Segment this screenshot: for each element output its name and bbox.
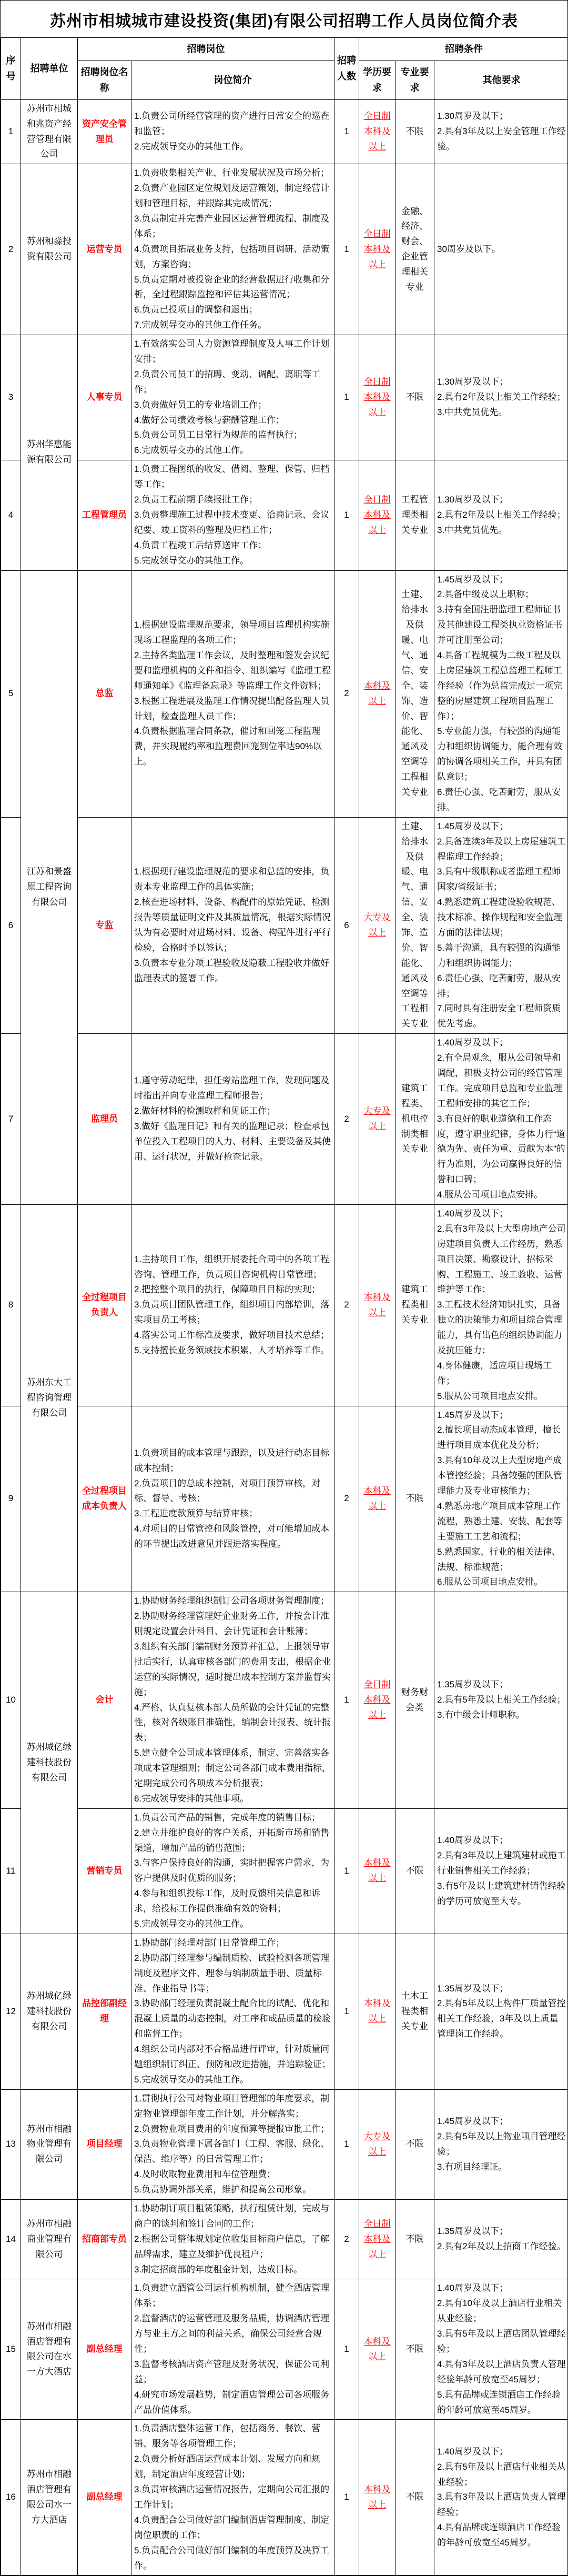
- major-cell: 土建、给排水及供暖、电气、通信、安全、装饰、造价、智能化、通风及空调等工程相关专业: [395, 817, 434, 1033]
- education-cell: 全日制本科及以上: [359, 2200, 395, 2279]
- duties-cell: 1.贯彻执行公司对物业项目管理部的年度要求，制定物业管理部年度工作计划，并分解落实； 2.负责物业项目费用的年度预算等提报审批工作； 3.负责物业管理下属各部门（工程、客服、绿化、保洁、维序等）的日常管理工作； 4.及时收取物业费用和车位管理费； 5.负责协调外部关系，维护和提高公司形象。: [131, 2089, 334, 2199]
- unit-cell: 江苏和景盛原工程咨询有限公司: [21, 570, 78, 1205]
- unit-cell: 苏州和淼投资有限公司: [21, 164, 78, 335]
- education-cell: 本科及以上: [359, 1406, 395, 1592]
- table-row: [1, 335, 568, 460]
- other-requirements-cell: 30周岁及以下。: [434, 164, 568, 335]
- unit-cell: 苏州市相城和兆资产经营管理有限公司: [21, 99, 78, 164]
- count-cell: 1: [334, 1934, 359, 2089]
- position-cell: 监理员: [78, 1034, 131, 1205]
- count-cell: 1: [334, 2420, 359, 2575]
- education-cell: 大专及以上: [359, 1034, 395, 1205]
- duties-cell: 1.遵守劳动纪律，担任旁站监理工作，发现问题及时指出并向专业监理工程师报告； 2.做好材料的检测取样和见证工作； 3.做好《监理日记》和有关的监理记录；检查承包单位投入工程项目的人力、材料、主要设备及其使用、运行状况，并做好检查记录。: [131, 1034, 334, 1205]
- other-requirements-cell: 1.40周岁及以下； 2.具有5年及以上酒店行业相关从业经验； 3.具有3年及以上酒店负责人管理经验； 4.具有品牌或连锁酒店工作经验的年龄可放宽至45周岁。: [434, 2420, 568, 2575]
- other-requirements-cell: 1.35周岁及以下； 2.具有5年及以上相关工作经验； 3.有中级会计师职称。: [434, 1592, 568, 1808]
- count-cell: 6: [334, 817, 359, 1033]
- education-cell: 本科及以上: [359, 570, 395, 817]
- other-requirements-cell: 1.35周岁及以下； 2.具有5年及以上构件厂质量管控相关工作经验，3年及以上质量管理岗工作经验。: [434, 1934, 568, 2089]
- position-cell: 副总经理: [78, 2279, 131, 2420]
- header-position-desc: 岗位简介: [131, 61, 334, 99]
- recruitment-table: [1, 37, 568, 2575]
- major-cell: 不限: [395, 99, 434, 164]
- unit-cell: 苏州市相融商业管理有限公司: [21, 2200, 78, 2279]
- table-row: [1, 1592, 568, 1808]
- table-row: [1, 99, 568, 164]
- header-group-position: 招聘岗位: [78, 38, 334, 61]
- position-cell: 全过程项目负责人: [78, 1205, 131, 1406]
- unit-cell: 苏州市相融物业管理有限公司: [21, 2089, 78, 2199]
- table-row: [1, 1406, 568, 1592]
- seq-cell: 1: [1, 99, 21, 164]
- other-requirements-cell: 1.30周岁及以下； 2.具有2年及以上相关工作经验； 3.中共党员优先。: [434, 335, 568, 460]
- count-cell: 2: [334, 1034, 359, 1205]
- major-cell: 不限: [395, 335, 434, 460]
- seq-cell: 9: [1, 1406, 21, 1592]
- seq-cell: 2: [1, 164, 21, 335]
- table-row: [1, 2279, 568, 2420]
- education-cell: 全日制本科及以上: [359, 1592, 395, 1808]
- duties-cell: 1.协助财务经理组织制订公司各项财务管理制度； 2.协助财务经理管理好企业财务工作，并按会计准则规定设置会计科目、会计凭证和会计账簿； 3.组织有关部门编制财务预算并汇总，上报领导审批后实行，认真审核各部门的费用支出，根据企业运营的实际情况，适时提出成本控制方案并监督实施； 4.严格、认真复核本部人员所做的会计凭证的完整性，核对各级账目准确性，编制会计报表、统计报表； 5.建立健全公司成本管理体系，制定、完善落实各项成本管理细则；制定公司各部门成本费用指标，定期完成公司各项成本分析报表； 6.完成领导安排的其他事项。: [131, 1592, 334, 1808]
- education-cell: 大专及以上: [359, 817, 395, 1033]
- header-unit: 招聘单位: [21, 38, 78, 100]
- education-cell: 全日制本科及以上: [359, 164, 395, 335]
- position-cell: 总监: [78, 570, 131, 817]
- position-cell: 全过程项目成本负责人: [78, 1406, 131, 1592]
- education-cell: 全日制本科及以上: [359, 99, 395, 164]
- unit-cell: 苏州市相融酒店管理有限公司在水一方大酒店: [21, 2279, 78, 2420]
- education-cell: 本科及以上: [359, 1808, 395, 1934]
- education-cell: 全日制本科及以上: [359, 335, 395, 460]
- unit-cell: 苏州城亿绿建科技股份有限公司: [21, 1592, 78, 1934]
- position-cell: 副总经理: [78, 2420, 131, 2575]
- seq-cell: 8: [1, 1205, 21, 1406]
- seq-cell: 14: [1, 2200, 21, 2279]
- count-cell: 1: [334, 335, 359, 460]
- other-requirements-cell: 1.40周岁及以下； 2.具有3年及以上大型房地产公司房建项目负责人工作经历，熟悉项目决策、勘察设计、招标采购、工程施工、竣工验收、运营维护等工作； 3.工程技术经济知识扎实，具备独立的决策能力和项目综合管理能力，具有出色的组织协调能力及抗压能力； 4.身体健康，适应项目现场工作； 5.服从公司项目地点安排。: [434, 1205, 568, 1406]
- count-cell: 1: [334, 460, 359, 570]
- seq-cell: 6: [1, 817, 21, 1033]
- unit-cell: 苏州华惠能源有限公司: [21, 335, 78, 570]
- duties-cell: 1.负责酒店整体运营工作，包括商务、餐饮、营销、服务等各项管理工作； 2.负责分析好酒店运营成本计划、发展方向和规划，制定酒店年度经营计划； 3.负责审核酒店运营情况报告，定期向公司汇报的工作计划； 4.负责配合公司做好部门编制酒店管理制度、制定岗位职责的工作； 5.负责配合公司做好部门编制的年度预算及决算工作。: [131, 2420, 334, 2575]
- unit-cell: 苏州东大工程咨询管理有限公司: [21, 1205, 78, 1592]
- table-body: [1, 99, 568, 2575]
- count-cell: 1: [334, 99, 359, 164]
- count-cell: 2: [334, 2200, 359, 2279]
- duties-cell: 1.负责建立酒管公司运行机构机制，健全酒店管理体系； 2.监督酒店的运营管理及服务品质，协调酒店管理方与业主方之间的利益关系，确保公司经营合规性； 3.监督考核酒店资产管理及财务状况，保证公司利益； 4.研究市场发展趋势，制定酒店管理公司各项服务产品价值体系。: [131, 2279, 334, 2420]
- major-cell: 不限: [395, 1808, 434, 1934]
- major-cell: 土建、给排水及供暖、电气、通信、安全、装饰、造价、智能化、通风及空调等工程相关专业: [395, 570, 434, 817]
- table-row: [1, 1808, 568, 1934]
- major-cell: 建筑工程类相关专业: [395, 1205, 434, 1406]
- major-cell: 不限: [395, 1406, 434, 1592]
- major-cell: 财务财会类: [395, 1592, 434, 1808]
- duties-cell: 1.负责项目的成本管理与跟踪，以及进行动态目标成本控制； 2.负责项目的总成本控制，对项目预算审核，对标、督导、考核； 3.工程进度款预算与结算审核； 4.对项目的日常管控和风险管控，对可能增加成本的环节提出改进意见并跟进落实程度。: [131, 1406, 334, 1592]
- education-cell: 本科及以上: [359, 2279, 395, 2420]
- major-cell: 建筑工程类、机电控制类相关专业: [395, 1034, 434, 1205]
- position-cell: 品控部副经理: [78, 1934, 131, 2089]
- major-cell: 不限: [395, 2279, 434, 2420]
- count-cell: 2: [334, 1205, 359, 1406]
- duties-cell: 1.协助制订项目租赁策略，执行租赁计划，完成与商户的谈判和签订合同的工作； 2.根据公司整体规划定位收集目标商户信息，了解品牌需求，建立及维护优良租户； 3.制定招商部的年度租金计划，达成目标。: [131, 2200, 334, 2279]
- count-cell: 2: [334, 570, 359, 817]
- position-cell: 营销专员: [78, 1808, 131, 1934]
- major-cell: 不限: [395, 2089, 434, 2199]
- unit-cell: 苏州城亿绿建科技股份有限公司: [21, 1934, 78, 2089]
- unit-cell: 苏州市相融酒店管理有限公司水一方大酒店: [21, 2420, 78, 2575]
- position-cell: 项目经理: [78, 2089, 131, 2199]
- table-row: [1, 2089, 568, 2199]
- seq-cell: 11: [1, 1808, 21, 1934]
- position-cell: 运营专员: [78, 164, 131, 335]
- count-cell: 1: [334, 1592, 359, 1808]
- major-cell: 不限: [395, 2200, 434, 2279]
- major-cell: 金融、经济、财会、企业管理相关专业: [395, 164, 434, 335]
- table-row: [1, 2200, 568, 2279]
- seq-cell: 12: [1, 1934, 21, 2089]
- table-row: [1, 570, 568, 817]
- seq-cell: 4: [1, 460, 21, 570]
- count-cell: 1: [334, 164, 359, 335]
- other-requirements-cell: 1.35周岁及以下； 2.具有2年及以上招商工作经验。: [434, 2200, 568, 2279]
- other-requirements-cell: 1.40周岁及以下； 2.具有3年及以上建筑建材或施工行业销售相关工作经验； 3.有5年及以上建筑建材销售经验的学历可放宽至大专。: [434, 1808, 568, 1934]
- seq-cell: 7: [1, 1034, 21, 1205]
- table-row: [1, 164, 568, 335]
- header-position-name: 招聘岗位名称: [78, 61, 131, 99]
- seq-cell: 10: [1, 1592, 21, 1808]
- duties-cell: 1.负责收集相关产业、行业发展状况及市场分析； 2.负责产业园区定位规划及运营策划，制定经营计划和管理目标，并跟踪其完成情况； 3.负责制定并完善产业园区运营管理流程、制度及体系； 4.负责项目拓展业务支持，包括项目调研、活动策划，方案咨询； 5.负责定期对被投资企业的经营数据进行收集和分析，全过程跟踪监控和评估其运营情况； 6.负责已投项目的调整和退出； 7.完成领导交办的其他工作任务。: [131, 164, 334, 335]
- position-cell: 工程管理员: [78, 460, 131, 570]
- count-cell: 1: [334, 2279, 359, 2420]
- duties-cell: 1.主持项目工作，组织开展委托合同中的各项工程咨询、管理工作，负责项目咨询机构日常管理； 2.把控整个项目的执行，保障项目目标的实现； 3.负责项目团队管理工作，组织项目内部培训，落实项目员工考核； 4.落实公司工作标准及要求，做好项目技术总结； 5.支持擅长业务领域技术积累、人才培养等工作。: [131, 1205, 334, 1406]
- education-cell: 本科及以上: [359, 2420, 395, 2575]
- duties-cell: 1.负责工程图纸的收发、借阅、整理、保管、归档等工作； 2.负责工程前期手续报批工作； 3.负责整理施工过程中技术变更、洽商记录、会议纪要、竣工资料的整理及归档工作； 4.负责工程竣工后结算送审工作； 5.完成领导交办的其他工作。: [131, 460, 334, 570]
- seq-cell: 3: [1, 335, 21, 460]
- table-row: [1, 2420, 568, 2575]
- education-cell: 本科及以上: [359, 1205, 395, 1406]
- count-cell: 1: [334, 2089, 359, 2199]
- header-major: 专业要求: [395, 61, 434, 99]
- other-requirements-cell: 1.45周岁及以下； 2.具备中级及以上职称； 3.持有全国注册监理工程师证书及其他建设工程类执业资格证书并可注册至公司； 4.具备工程规模为二级工程及以上房屋建筑工程总监理工程师工作经验（作为总监完成过一项完整的房屋建筑工程项目监理工作）； 5.专业能力强，有较强的沟通能力和组织协调能力，能合理有效的协调各项相关工作，并具有团队意识； 6.责任心强、吃苦耐劳，服从安排。: [434, 570, 568, 817]
- header-other: 其他要求: [434, 61, 568, 99]
- position-cell: 专监: [78, 817, 131, 1033]
- count-cell: 2: [334, 1406, 359, 1592]
- duties-cell: 1.负责公司产品的销售，完成年度的销售目标； 2.建立并维护良好的客户关系，开拓新市场和销售渠道，增加产品的销售范围； 3.与客户保持良好的沟通，实时把握客户需求，为客户提供及时优质的服务； 4.参与和组织投标工作，及时反馈相关信息和诉求，给投标工作提供准确有效的资料； 5.完成领导交办的其他工作。: [131, 1808, 334, 1934]
- major-cell: 工程管理类相关专业: [395, 460, 434, 570]
- duties-cell: 1.协助部门经理对部门日常管理工作； 2.协助部门经理参与编制质检、试验检测各项管理制度及程序文件、理参与编制质量手册、质量标准、作业指导书等； 3.协助部门经理负责混凝土配合比的试配、优化和混凝土质量的动态控制，对工序和成品质量的检验和监督工作； 4.组织公司内部对不合格品进行评审，针对质量问题组织制订纠正、预防和改进措施，并追踪验证； 5.完成领导交办的其他工作。: [131, 1934, 334, 2089]
- header-education: 学历要求: [359, 61, 395, 99]
- other-requirements-cell: 1.30周岁及以下； 2.具有3年及以上安全管理工作经验。: [434, 99, 568, 164]
- table-row: [1, 1205, 568, 1406]
- education-cell: 大专及以上: [359, 2089, 395, 2199]
- major-cell: 不限: [395, 2420, 434, 2575]
- seq-cell: 15: [1, 2279, 21, 2420]
- header-no: 序号: [1, 38, 21, 100]
- other-requirements-cell: 1.45周岁及以下； 2.具有5年及以上物业项目管理经验； 3.有项目经理证。: [434, 2089, 568, 2199]
- education-cell: 本科及以上: [359, 1934, 395, 2089]
- seq-cell: 13: [1, 2089, 21, 2199]
- header-group-conditions: 招聘条件: [359, 38, 568, 61]
- education-cell: 全日制本科及以上: [359, 460, 395, 570]
- page-title: 苏州市相城城市建设投资(集团)有限公司招聘工作人员岗位简介表: [1, 1, 567, 37]
- other-requirements-cell: 1.40周岁及以下； 2.具有10年及以上酒店行业相关从业经验； 3.具有5年及以上酒店团队管理经验； 4.具有3年及以上酒店负责人管理经验年龄可放宽至45周岁； 5.具有品牌或连锁酒店工作经验的年龄可放宽至45周岁。: [434, 2279, 568, 2420]
- other-requirements-cell: 1.45周岁及以下； 2.擅长项目动态成本管理，擅长进行项目成本优化及分析； 3.具有10年及以上大型房地产成本管控经验；具备较强的团队管理能力及专业审核能力； 4.熟悉房地产项目成本管理工作流程，熟悉土建、安装、配套等主要施工工艺和流程； 5.熟悉国家、行业的相关法律、法规、标准规范； 6.服从公司项目地点安排。: [434, 1406, 568, 1592]
- duties-cell: 1.根据建设监理规范要求，领导项目监理机构实施现场工程监理的各项工作； 2.主持各类监理工作会议，及时整理和签发会议纪要和监理机构的文件和指令、组织编写《监理工程师通知单》《监理备忘录》等监理工作文件资料； 3.根据工程进展及监理工作情况提出配备监理人员计划，检查监理人员工作； 4.负责根据监理合同条款，催讨和回笼工程监理费，并实现履约率和监理费回笼到位率达90%以上。: [131, 570, 334, 817]
- table-header: [1, 38, 568, 100]
- position-cell: 会计: [78, 1592, 131, 1808]
- table-row: [1, 460, 568, 570]
- duties-cell: 1.负责公司所经营管理的资产进行日常安全的巡查和监管； 2.完成领导交办的其他工作。: [131, 99, 334, 164]
- header-count: 招聘人数: [334, 38, 359, 100]
- table-row: [1, 1934, 568, 2089]
- other-requirements-cell: 1.45周岁及以下； 2.具备连续3年及以上房屋建筑工程监理工作经验； 3.具有中级职称或者监理工程师国家/省级证书； 4.熟悉建筑工程建设验收规范、技术标准、操作规程和安全监理方面的法律法规； 5.善于沟通，具有较强的沟通能力和组织协调能力； 6.责任心强、吃苦耐劳，服从安排； 7.同时具有注册安全工程师资质优先考虑。: [434, 817, 568, 1033]
- seq-cell: 5: [1, 570, 21, 817]
- position-cell: 人事专员: [78, 335, 131, 460]
- other-requirements-cell: 1.40周岁及以下； 2.有全局观念，服从公司领导和调配，积极支持公司的经营管理工作。完成项目总监和专业监理工程师安排的其它工作； 3.有良好的职业道德和工作态度，遵守职业纪律，身体力行“道德为先、责任为重、贡献为本”的行为准则，为公司赢得良好的信誉和口碑； 4.服从公司项目地点安排。: [434, 1034, 568, 1205]
- other-requirements-cell: 1.30周岁及以下； 2.具有2年及以上相关工作经验； 3.中共党员优先。: [434, 460, 568, 570]
- duties-cell: 1.有效落实公司人力资源管理制度及人事工作计划安排； 2.负责公司员工的招聘、变动、调配、离职等工作； 3.负责做好员工的专业培训工作； 4.做好公司绩效考核与薪酬管理工作； 5.负责公司员工日常行为规范的监督执行； 6.完成领导交办的其他工作。: [131, 335, 334, 460]
- table-row: [1, 1034, 568, 1205]
- duties-cell: 1.根据现行建设监理规范的要求和总监的安排，负责本专业监理工作的具体实施； 2.核查进场材料、设备、构配件的原始凭证、检测报告等质量证明文件及其质量情况，根据实际情况认为有必要时对进场材料、设备、构配件进行平行检验，合格时予以签认； 3.负责本专业分项工程验收及隐蔽工程验收并做好监理表式的签署工作。: [131, 817, 334, 1033]
- seq-cell: 16: [1, 2420, 21, 2575]
- major-cell: 土木工程类相关专业: [395, 1934, 434, 2089]
- position-cell: 招商部专员: [78, 2200, 131, 2279]
- table-row: [1, 817, 568, 1033]
- position-cell: 资产安全管理员: [78, 99, 131, 164]
- count-cell: 1: [334, 1808, 359, 1934]
